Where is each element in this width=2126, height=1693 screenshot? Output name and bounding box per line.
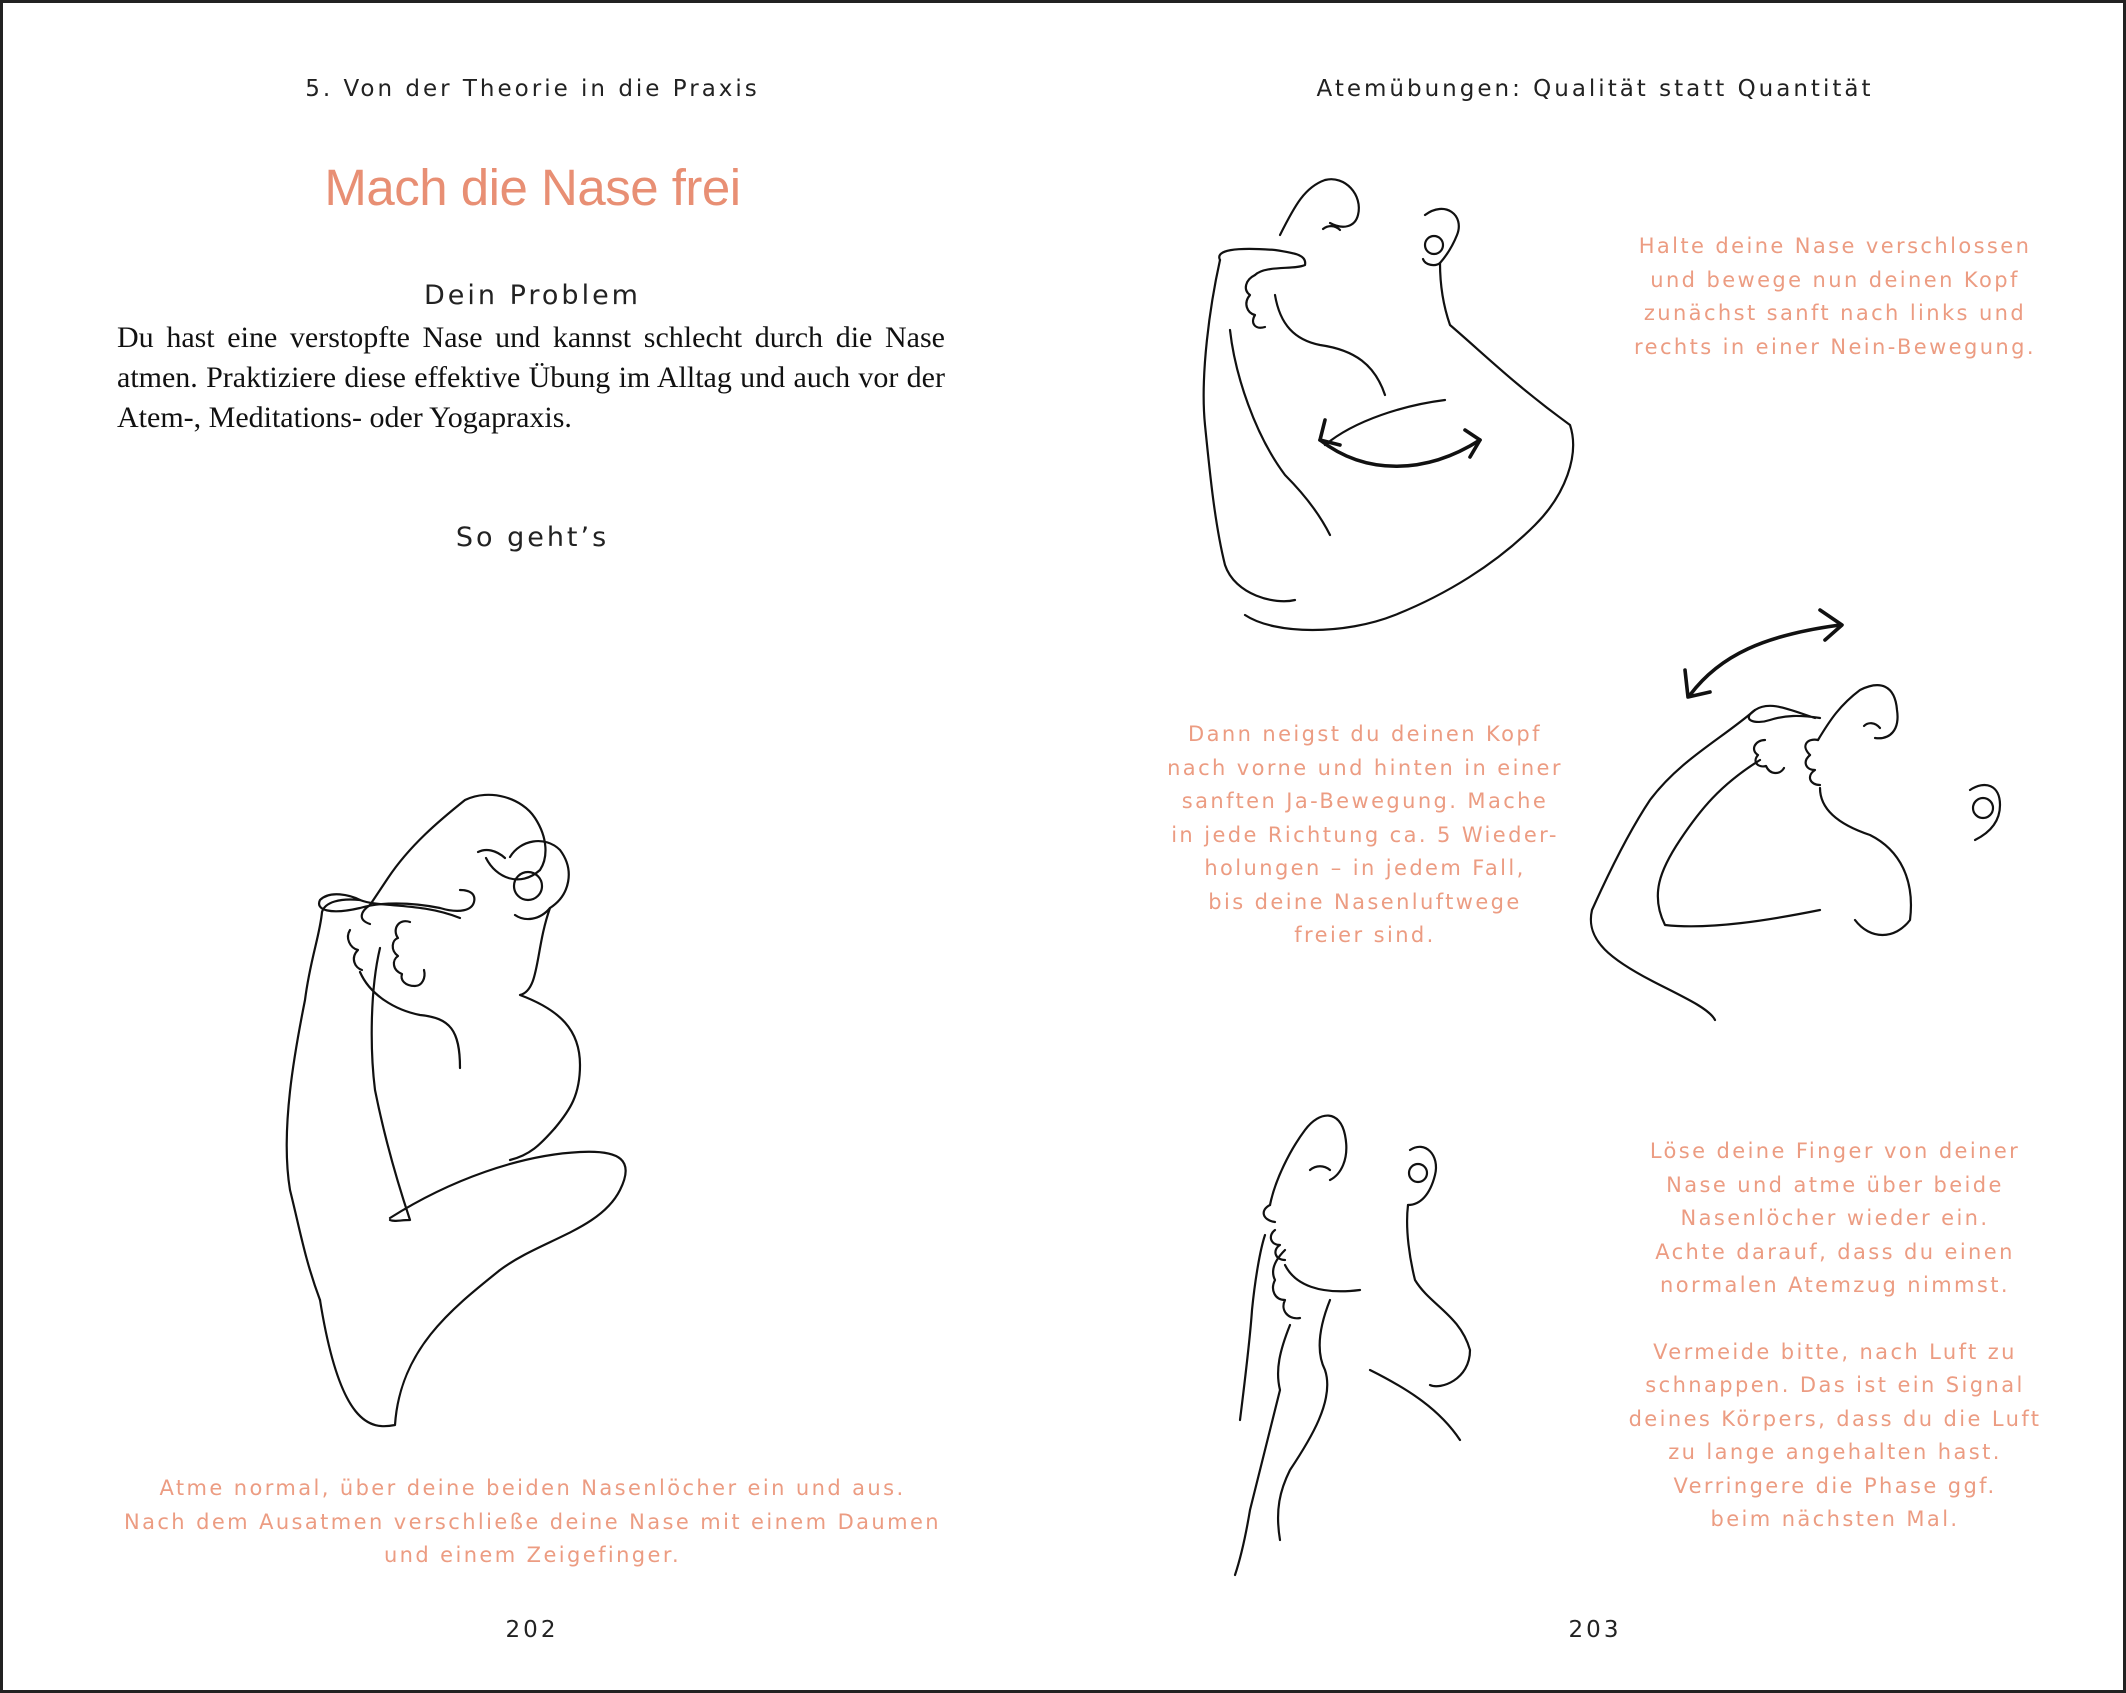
caption-step-0 [120, 1472, 945, 1573]
caption-line: und bewege nun deinen Kopf [1650, 267, 2020, 292]
forearm-line [320, 1152, 626, 1426]
mouth-line [348, 930, 362, 970]
jaw-line [1820, 788, 1911, 935]
finger-knuckles [1754, 740, 1784, 773]
caption-line: nach vorne und hinten in einer [1167, 755, 1563, 780]
eye-line [478, 850, 505, 858]
caption-line: Nasenlöcher wieder ein. [1680, 1206, 1990, 1230]
forearm-line [1230, 330, 1330, 535]
caption-line: in jede Richtung ca. 5 Wieder- [1171, 822, 1559, 847]
nose-tip-line [1264, 1205, 1275, 1222]
release-fingers-illustration [1230, 1110, 1490, 1580]
hand-top [287, 900, 460, 1301]
paragraph-gap [1565, 1303, 2105, 1336]
face-profile-line [1818, 685, 1898, 740]
caption-step-2 [1110, 718, 1620, 953]
problem-line: Du hast eine verstopfte Nase und kannst schlecht durch die Nase [117, 321, 945, 354]
caption-step-1 [1575, 230, 2095, 364]
caption-line: freier sind. [1294, 923, 1436, 947]
no-motion-arrow [1320, 440, 1480, 466]
eye-line [1323, 226, 1340, 230]
neck-back-line [1245, 263, 1573, 630]
mouth-line [1806, 755, 1820, 785]
face-profile-line [1270, 1116, 1346, 1205]
hand-palm [1235, 1325, 1290, 1575]
right-page-header: Atemübungen: Qualität statt Quantität [1316, 76, 1874, 102]
caption-line: sanften Ja-Bewegung. Mache [1181, 789, 1549, 813]
ear-inner [514, 872, 542, 900]
finger-knuckles [1273, 1250, 1300, 1318]
finger-knuckles [393, 921, 425, 986]
caption-line: Atme normal, über deine beiden Nasenlöcher ein und aus. [159, 1476, 906, 1500]
caption-line: holungen – in jedem Fall, [1204, 856, 1526, 880]
ear-inner [1425, 236, 1443, 254]
arm-front-line [372, 948, 410, 1221]
forearm-line [1658, 760, 1820, 926]
caption-line: zu lange angehalten hast. [1668, 1440, 2002, 1464]
shoulder-line [1325, 400, 1445, 445]
caption-line: rechts in einer Nein-Bewegung. [1634, 334, 2036, 359]
caption-line: und einem Zeigefinger. [383, 1543, 682, 1567]
mouth-line [1271, 1230, 1285, 1260]
head-turn-illustration [1195, 175, 1585, 635]
jaw-line [1275, 295, 1385, 395]
finger-knuckles [1246, 275, 1265, 328]
left-page-number: 202 [505, 1617, 559, 1643]
nose-tip-line [1805, 740, 1818, 755]
caption-line: deines Körpers, dass du die Luft [1628, 1406, 2042, 1431]
caption-line: Dann neigst du deinen Kopf [1188, 722, 1542, 746]
nose-pinch-illustration [300, 790, 760, 1440]
ear-outer [1408, 1147, 1436, 1205]
yes-motion-arrow [1690, 625, 1840, 695]
ear-inner [1973, 798, 1993, 818]
howto-heading: So geht’s [455, 522, 610, 553]
caption-step-3 [1565, 1135, 2105, 1537]
face-profile-line [1280, 179, 1359, 235]
hand-index-finger [1240, 1235, 1265, 1420]
right-page-number: 203 [1568, 1617, 1622, 1643]
head-nod-illustration [1570, 600, 2030, 1020]
hand-top [1749, 706, 1820, 722]
caption-line: Halte deine Nase verschlossen [1638, 234, 2032, 258]
problem-line: atmen. Praktiziere diese effektive Übung im Alltag und auch vor der [117, 361, 945, 394]
caption-line: zunächst sanft nach links und [1643, 301, 2027, 325]
chest-line [1370, 1370, 1460, 1440]
hand-top [1219, 249, 1305, 275]
left-page-header: 5. Von der Theorie in die Praxis [305, 76, 760, 102]
caption-line: Vermeide bitte, nach Luft zu [1653, 1339, 2017, 1364]
caption-line: bis deine Nasenluftwege [1208, 889, 1522, 914]
neck-back-line [520, 908, 580, 1128]
caption-line: beim nächsten Mal. [1710, 1507, 1960, 1531]
caption-line: Nase und atme über beide [1666, 1172, 2004, 1197]
no-motion-arrowhead-left [1320, 420, 1340, 445]
problem-line: Atem-, Meditations- oder Yogapraxis. [117, 401, 572, 434]
problem-heading: Dein Problem [424, 280, 641, 311]
caption-line: Achte darauf, dass du einen [1655, 1239, 2015, 1264]
caption-line: Löse deine Finger von deiner [1649, 1139, 2021, 1163]
caption-line: Verringere die Phase ggf. [1673, 1473, 1997, 1498]
eye-line [1310, 1166, 1330, 1170]
jaw-line [1285, 1265, 1360, 1291]
caption-line: Nach dem Ausatmen verschließe deine Nase mit einem Daumen [123, 1509, 941, 1534]
caption-line: normalen Atemzug nimmst. [1660, 1273, 2010, 1297]
neck-back-line [1407, 1205, 1470, 1386]
face-profile-line [370, 795, 545, 905]
caption-line: schnappen. Das ist ein Signal [1645, 1373, 2025, 1397]
eye-line [1864, 723, 1880, 728]
ear-inner [1409, 1164, 1427, 1182]
problem-text [117, 318, 945, 438]
page-title: Mach die Nase frei [324, 159, 741, 216]
